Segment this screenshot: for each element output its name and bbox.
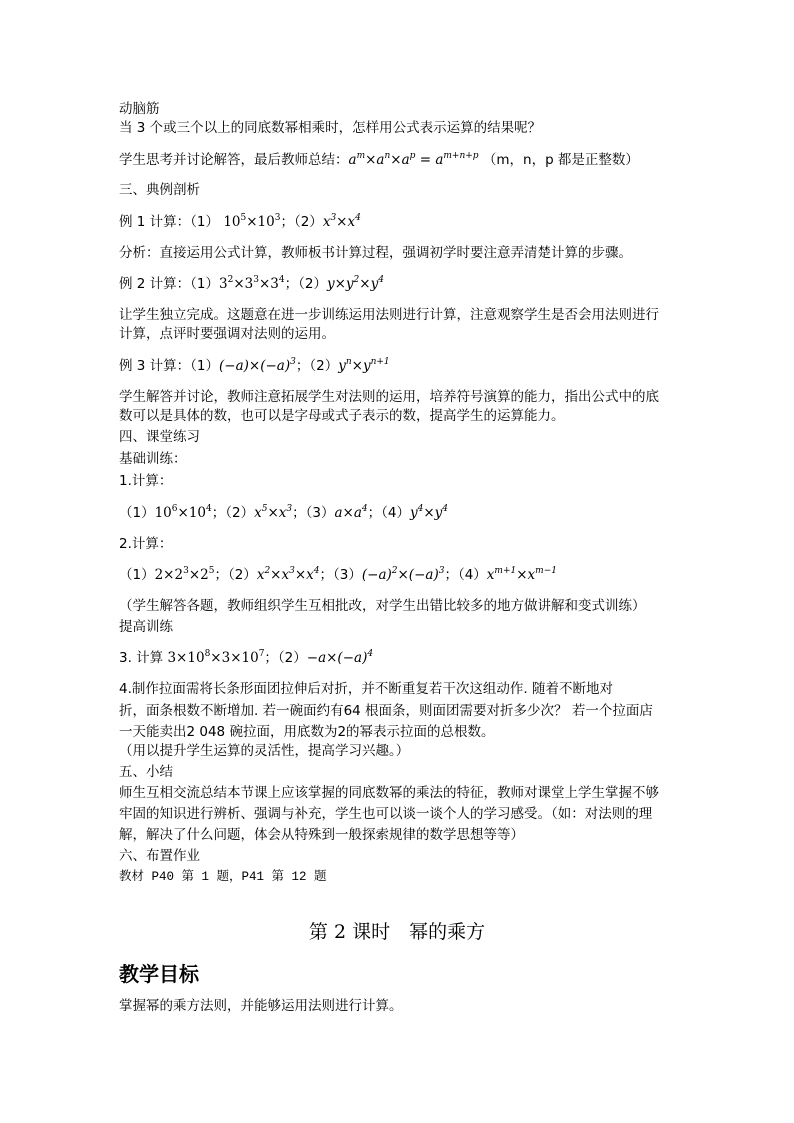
line-text: 例 3 计算：（1） xyxy=(119,358,220,374)
text-line xyxy=(119,504,448,522)
line-text: ；（2） xyxy=(264,650,307,666)
text-line xyxy=(119,357,390,375)
line-text: ；（4） xyxy=(444,567,487,583)
formula: $a^m\times a^n\times a^p = a^{m+n+p}$ xyxy=(348,151,479,168)
formula: $(-a)^2\times(-a)^3$ xyxy=(361,566,445,583)
formula: $3\times 10^8\times 3\times 10^7$ xyxy=(167,649,265,666)
section-heading: 五、小结 xyxy=(119,764,173,780)
text-line: 教材 P40 第 1 题，P41 第 12 题 xyxy=(119,870,327,884)
formula: $x^{m+1}\times x^{m-1}$ xyxy=(486,566,557,583)
line-text: ；（3） xyxy=(319,567,362,583)
line-text: 学生思考并讨论解答，最后教师总结： xyxy=(119,152,349,168)
text-line: 数可以是具体的数，也可以是字母或式子表示的数，提高学生的运算能力。 xyxy=(119,408,565,424)
line-text: ；（2） xyxy=(280,214,323,230)
line-text: 例 2 计算：（1） xyxy=(119,276,220,292)
line-text: （m，n，p 都是正整数） xyxy=(482,152,639,168)
formula: $x^3\times x^4$ xyxy=(322,213,361,230)
formula: $(-a)\times(-a)^3$ xyxy=(219,357,296,374)
line-text: ；（2） xyxy=(211,505,255,521)
text-line: 解，解决了什么问题，体会从特殊到一般探索规律的数学思想等等） xyxy=(119,827,524,843)
section-heading: 六、布置作业 xyxy=(119,848,200,864)
text-line: 2.计算： xyxy=(119,536,173,552)
formula: $2\times 2^3\times 2^5$ xyxy=(154,566,215,583)
section-heading: 三、典例剖析 xyxy=(119,182,200,198)
lesson-title: 第 2 课时 幂的乘方 xyxy=(308,921,486,943)
text-line: 4.制作拉面需将长条形面团拉伸后对折，并不断重复若干次这组动作. 随着不断地对 xyxy=(119,681,613,697)
text-line: 一天能卖出2 048 碗拉面，用底数为2的幂表示拉面的总根数。 xyxy=(119,724,495,740)
objective-text: 掌握幂的乘方法则，并能够运用法则进行计算。 xyxy=(119,998,403,1014)
line-text: ；（2） xyxy=(214,567,257,583)
line-text: 3. 计算 xyxy=(119,650,164,666)
text-line xyxy=(119,566,557,584)
text-line: （用以提升学生运算的灵活性，提高学习兴趣。） xyxy=(119,743,410,759)
text-line: 1.计算： xyxy=(119,473,173,489)
text-line xyxy=(119,151,639,169)
formula: $y\times y^2\times y^4$ xyxy=(326,275,384,292)
line-text: （1） xyxy=(119,567,155,583)
text-line xyxy=(119,213,361,231)
section-heading: 四、课堂练习 xyxy=(119,429,200,445)
formula: $10^5\times 10^3$ xyxy=(223,213,281,230)
formula: $10^6\times 10^4$ xyxy=(154,504,212,521)
text-line: 折，面条根数不断增加. 若一碗面约有64 根面条，则面团需要对折多少次？ 若一个拉面店 xyxy=(119,703,653,719)
text-line: 师生互相交流总结本节课上应该掌握的同底数幂的乘法的特征，教师对课堂上学生掌握不够 xyxy=(119,785,659,801)
text-line: 基础训练： xyxy=(119,451,187,467)
text-line xyxy=(119,275,384,293)
objectives-heading: 教学目标 xyxy=(119,962,199,986)
text-line: （学生解答各题，教师组织学生互相批改，对学生出错比较多的地方做讲解和变式训练） xyxy=(119,598,646,614)
text-line: 计算，点评时要强调对法则的运用。 xyxy=(119,326,335,342)
line-text: ；（3） xyxy=(292,505,335,521)
line-text: 例 1 计算：（1） xyxy=(119,214,220,230)
formula: $3^2\times 3^3\times 3^4$ xyxy=(219,275,285,292)
text-line: 牢固的知识进行辨析、强调与补充，学生也可以谈一谈个人的学习感受。（如：对法则的理 xyxy=(119,806,653,822)
formula: $y^4\times y^4$ xyxy=(409,504,449,521)
formula: $x^2\times x^3\times x^4$ xyxy=(256,566,320,583)
text-line: 分析：直接运用公式计算，教师板书计算过程，强调初学时要注意弄清楚计算的步骤。 xyxy=(119,245,632,261)
line-text: ；（2） xyxy=(295,358,339,374)
line-text: （1） xyxy=(119,505,155,521)
text-line: 动脑筋 xyxy=(119,101,160,117)
formula: $x^5\times x^3$ xyxy=(254,504,293,521)
text-line: 提高训练 xyxy=(119,619,173,635)
text-line: 学生解答并讨论，教师注意拓展学生对法则的运用，培养符号演算的能力，指出公式中的底 xyxy=(119,389,659,405)
text-line: 让学生独立完成。这题意在进一步训练运用法则进行计算，注意观察学生是否会用法则进行 xyxy=(119,307,659,323)
formula: $a\times a^4$ xyxy=(334,504,368,521)
line-text: ；（4） xyxy=(367,505,410,521)
formula: $-a\times(-a)^4$ xyxy=(306,649,374,666)
formula: $y^n\times y^{n+1}$ xyxy=(338,357,390,374)
text-line xyxy=(119,649,373,667)
text-line: 当 3 个或三个以上的同底数幂相乘时，怎样用公式表示运算的结果呢？ xyxy=(119,120,542,136)
line-text: ；（2） xyxy=(284,276,327,292)
